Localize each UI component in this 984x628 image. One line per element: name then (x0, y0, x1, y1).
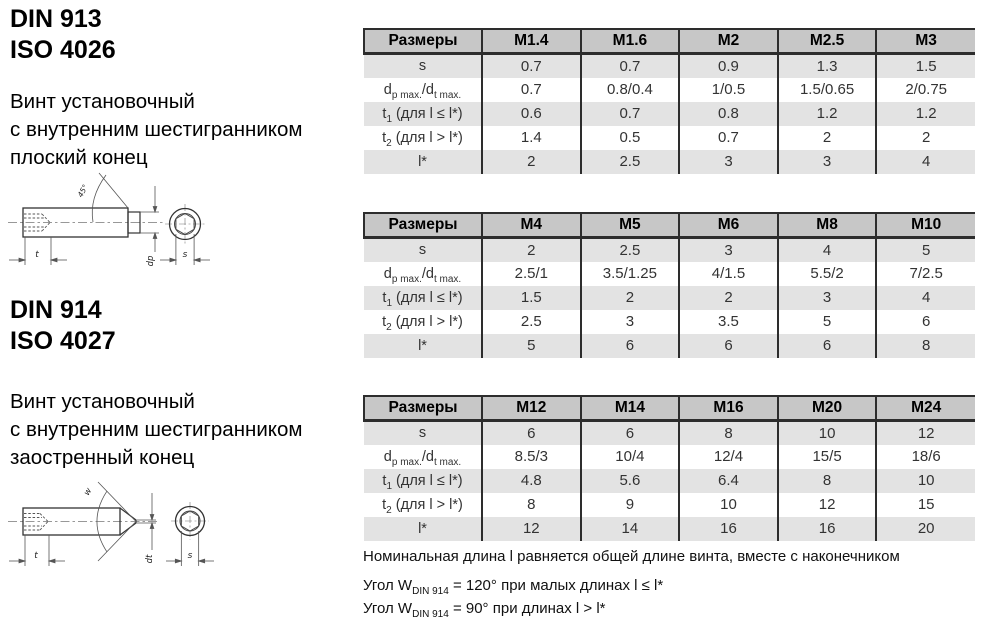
column-header-thread-size: M20 (778, 396, 877, 421)
row-label: l* (364, 517, 482, 541)
dimensions-table-1 (363, 28, 975, 174)
dimension-value: 3 (679, 238, 778, 262)
dimension-value: 3 (679, 150, 778, 174)
dimension-value: 0.8 (679, 102, 778, 126)
dimension-value: 8 (876, 334, 975, 358)
t-dimension-label: t (35, 250, 39, 260)
column-header-thread-size: M4 (482, 213, 581, 238)
dimension-value: 10 (778, 421, 877, 445)
dimension-value: 15 (876, 493, 975, 517)
standard-number: ISO 4027 (10, 327, 116, 355)
table-row (364, 78, 975, 102)
description-line: с внутренним шестигранником (10, 418, 303, 441)
description-line: плоский конец (10, 146, 148, 169)
dimension-value: 2 (679, 286, 778, 310)
row-label: s (364, 54, 482, 78)
row-label: $t_2$ (для l > l*) (364, 310, 482, 334)
cone-point-screw-drawing (2, 473, 237, 583)
description-line: Винт установочный (10, 390, 195, 413)
end-view (171, 502, 209, 540)
end-view (165, 204, 205, 244)
standard-number: DIN 913 (10, 5, 102, 33)
description-line: Винт установочный (10, 90, 195, 113)
dimension-value: 1.2 (778, 102, 877, 126)
dimension-value: 4 (778, 238, 877, 262)
dimension-value: 1.5 (482, 286, 581, 310)
row-label: $d_{p max.}/d_{t max.}$ (364, 78, 482, 102)
column-header-sizes: Размеры (364, 213, 482, 238)
table-row (364, 286, 975, 310)
table-header-row (364, 29, 975, 54)
dimension-value: 7/2.5 (876, 262, 975, 286)
table-row (364, 493, 975, 517)
dimension-value: 3 (581, 310, 680, 334)
dimension-value: 0.8/0.4 (581, 78, 680, 102)
column-header-thread-size: M8 (778, 213, 877, 238)
dp-dimension (140, 186, 159, 252)
row-label: $t_1$ (для l ≤ l*) (364, 469, 482, 493)
dimension-value: 2 (876, 126, 975, 150)
column-header-thread-size: M5 (581, 213, 680, 238)
dimension-value: 2 (482, 238, 581, 262)
dimension-value: 8 (778, 469, 877, 493)
dimension-value: 2.5/1 (482, 262, 581, 286)
row-label: $t_2$ (для l > l*) (364, 126, 482, 150)
row-label: $d_{p max.}/d_{t max.}$ (364, 445, 482, 469)
dimension-value: 6.4 (679, 469, 778, 493)
column-header-thread-size: M6 (679, 213, 778, 238)
table-header-row (364, 213, 975, 238)
dimension-value: 0.6 (482, 102, 581, 126)
dimension-value: 5.5/2 (778, 262, 877, 286)
column-header-thread-size: M2.5 (778, 29, 877, 54)
dimension-value: 4 (876, 286, 975, 310)
dimension-value: 3.5 (679, 310, 778, 334)
column-header-thread-size: M2 (679, 29, 778, 54)
dimension-value: 4/1.5 (679, 262, 778, 286)
dimension-value: 1.3 (778, 54, 877, 78)
dimension-value: 0.7 (679, 126, 778, 150)
dimension-value: 16 (778, 517, 877, 541)
standard-title-din913 (10, 4, 116, 66)
dimension-value: 2.5 (581, 150, 680, 174)
description-line: заостренный конец (10, 446, 195, 469)
table-header-row (364, 396, 975, 421)
dt-dimension-label: dt (145, 554, 155, 564)
description-line: с внутренним шестигранником (10, 118, 303, 141)
table-row (364, 517, 975, 541)
column-header-sizes: Размеры (364, 29, 482, 54)
description-cone-point (10, 388, 303, 472)
description-flat-point (10, 88, 303, 172)
dimension-value: 2.5 (581, 238, 680, 262)
footnote-angle-120: Угол $W_{DIN 914} = 120^\circ$ при малых длинах l ≤ l* (363, 577, 664, 597)
column-header-thread-size: M24 (876, 396, 975, 421)
dimension-value: 8 (679, 421, 778, 445)
dimension-value: 18/6 (876, 445, 975, 469)
column-header-thread-size: M1.4 (482, 29, 581, 54)
dimension-value: 6 (581, 334, 680, 358)
dimension-value: 5 (876, 238, 975, 262)
dimensions-table-2 (363, 212, 975, 358)
dimension-value: 5 (482, 334, 581, 358)
dimension-value: 1/0.5 (679, 78, 778, 102)
dimension-value: 10/4 (581, 445, 680, 469)
dimension-value: 1.5/0.65 (778, 78, 877, 102)
standard-number: DIN 914 (10, 296, 102, 324)
row-label: l* (364, 150, 482, 174)
table-row (364, 469, 975, 493)
dimension-value: 1.5 (876, 54, 975, 78)
chamfer-angle-annotation (76, 173, 128, 222)
dimension-value: 12 (876, 421, 975, 445)
dimension-value: 9 (581, 493, 680, 517)
dimension-value: 6 (778, 334, 877, 358)
dimension-value: 0.7 (581, 54, 680, 78)
dimension-value: 0.7 (581, 102, 680, 126)
dimension-value: 8.5/3 (482, 445, 581, 469)
table-row (364, 334, 975, 358)
dimension-value: 14 (581, 517, 680, 541)
dimension-value: 5.6 (581, 469, 680, 493)
dimension-value: 12 (482, 517, 581, 541)
dp-dimension-label: dp (146, 255, 156, 267)
table-row (364, 421, 975, 445)
dimension-value: 5 (778, 310, 877, 334)
dimension-value: 6 (679, 334, 778, 358)
dimension-value: 2/0.75 (876, 78, 975, 102)
dimension-value: 3 (778, 286, 877, 310)
table-row (364, 445, 975, 469)
column-header-thread-size: M10 (876, 213, 975, 238)
dimension-value: 4 (876, 150, 975, 174)
flat-point-screw-drawing (2, 168, 237, 288)
table-row (364, 126, 975, 150)
dimension-value: 2 (482, 150, 581, 174)
chamfer-angle-label: 45° (75, 182, 90, 199)
dimension-value: 1.2 (876, 102, 975, 126)
row-label: $t_1$ (для l ≤ l*) (364, 286, 482, 310)
table-row (364, 310, 975, 334)
dimension-value: 20 (876, 517, 975, 541)
column-header-sizes: Размеры (364, 396, 482, 421)
t-dimension-label: t (34, 551, 38, 561)
dimension-value: 16 (679, 517, 778, 541)
row-label: l* (364, 334, 482, 358)
dimension-value: 10 (876, 469, 975, 493)
w-angle-label: w (82, 486, 95, 498)
column-header-thread-size: M16 (679, 396, 778, 421)
dimension-value: 6 (581, 421, 680, 445)
footnote-angle-90: Угол $W_{DIN 914} = 90^\circ$ при длинах l > l* (363, 600, 606, 620)
column-header-thread-size: M1.6 (581, 29, 680, 54)
dimension-value: 15/5 (778, 445, 877, 469)
dimensions-table-3 (363, 395, 975, 541)
dimension-value: 12 (778, 493, 877, 517)
standard-number: ISO 4026 (10, 36, 116, 64)
row-label: $t_1$ (для l ≤ l*) (364, 102, 482, 126)
dimension-value: 2 (778, 126, 877, 150)
row-label: $d_{p max.}/d_{t max.}$ (364, 262, 482, 286)
table-row (364, 262, 975, 286)
dimension-value: 0.7 (482, 54, 581, 78)
row-label: s (364, 421, 482, 445)
dimension-value: 2 (581, 286, 680, 310)
s-dimension-label: s (182, 250, 188, 260)
table-row (364, 54, 975, 78)
standard-title-din914 (10, 295, 116, 357)
dimension-value: 0.9 (679, 54, 778, 78)
dimension-value: 8 (482, 493, 581, 517)
column-header-thread-size: M14 (581, 396, 680, 421)
row-label: s (364, 238, 482, 262)
column-header-thread-size: M3 (876, 29, 975, 54)
dimension-value: 10 (679, 493, 778, 517)
dimension-value: 3 (778, 150, 877, 174)
dimension-value: 2.5 (482, 310, 581, 334)
table-row (364, 238, 975, 262)
dimension-value: 3.5/1.25 (581, 262, 680, 286)
dimension-value: 6 (482, 421, 581, 445)
dimension-value: 6 (876, 310, 975, 334)
table-row (364, 102, 975, 126)
column-header-thread-size: M12 (482, 396, 581, 421)
dimension-value: 0.5 (581, 126, 680, 150)
dimension-value: 1.4 (482, 126, 581, 150)
row-label: $t_2$ (для l > l*) (364, 493, 482, 517)
footnote-nominal-length: Номинальная длина l равняется общей длине винта, вместе с наконечником (363, 548, 900, 565)
table-row (364, 150, 975, 174)
dimension-value: 0.7 (482, 78, 581, 102)
dimension-value: 4.8 (482, 469, 581, 493)
dimension-value: 12/4 (679, 445, 778, 469)
s-dimension-label: s (187, 551, 193, 561)
